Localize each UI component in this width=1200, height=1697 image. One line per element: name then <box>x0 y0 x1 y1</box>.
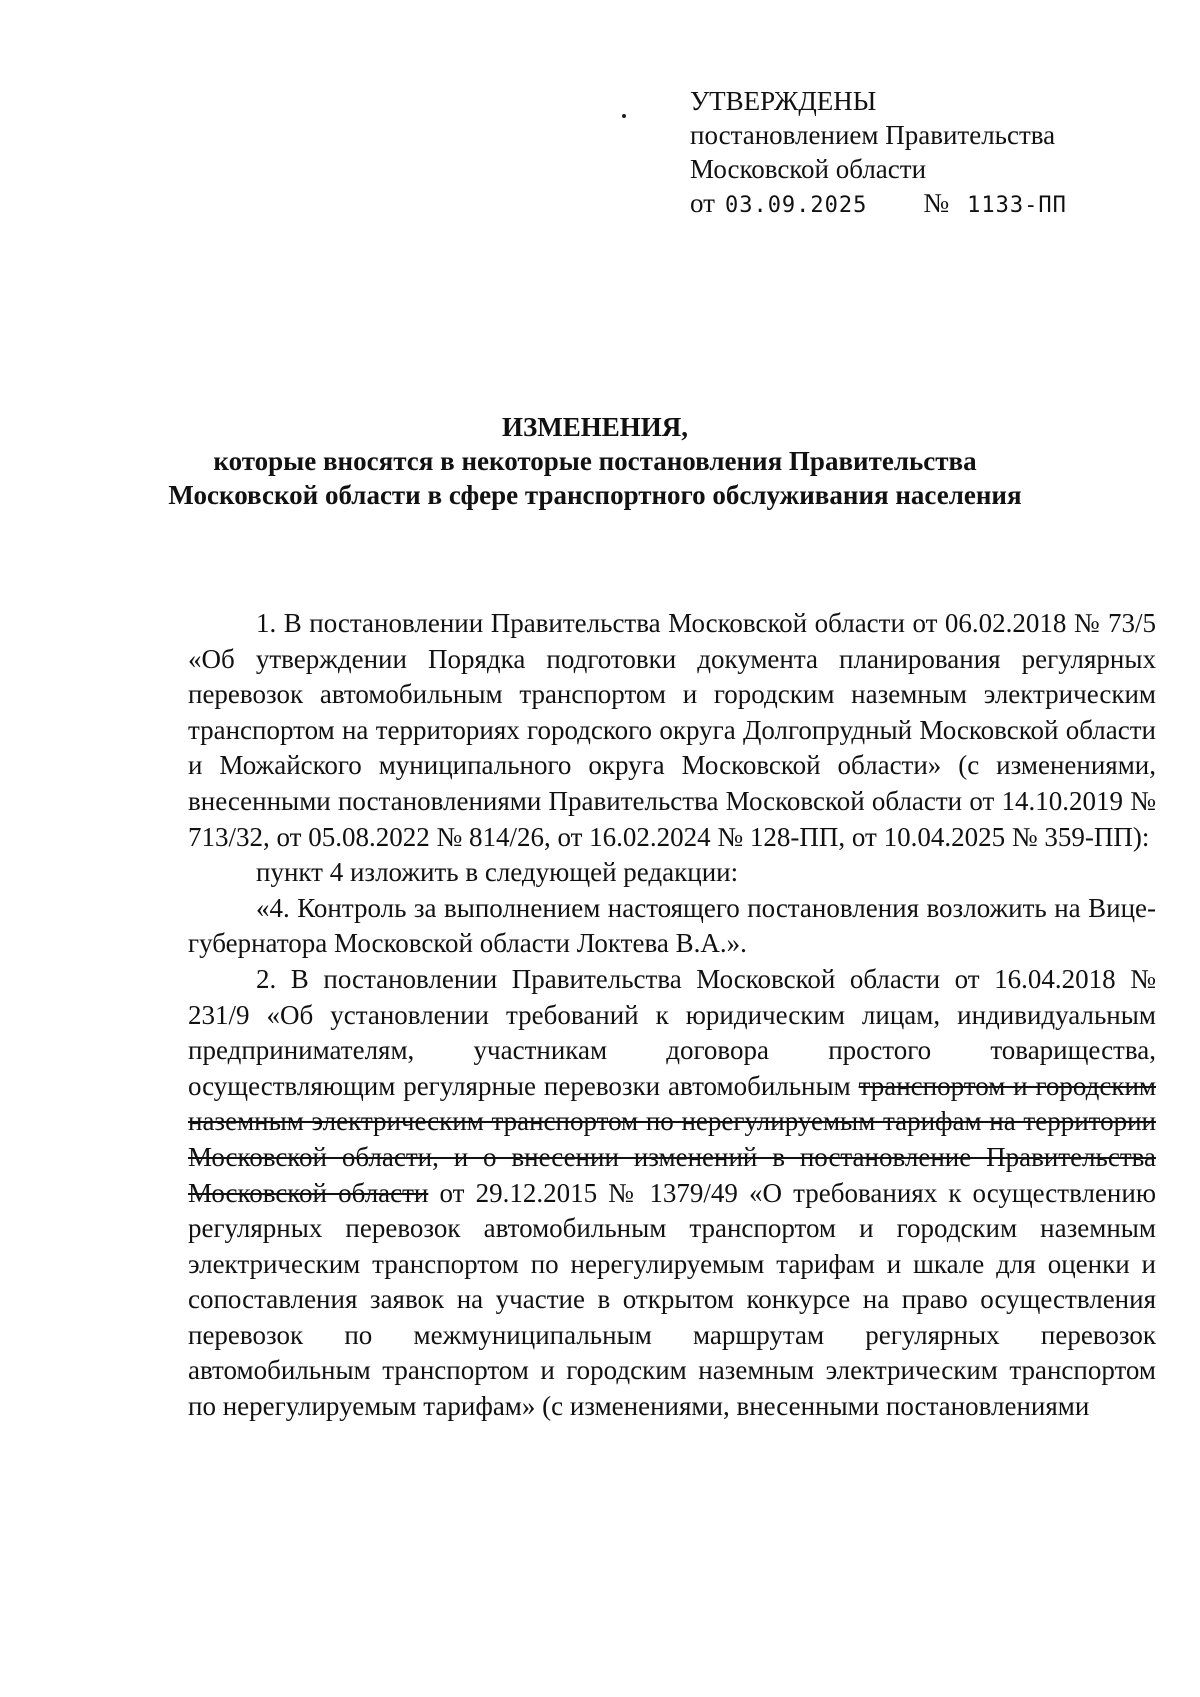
paragraph-4 <box>188 962 1156 1425</box>
paragraph-4-text-b: от 29.12.2015 № 1379/49 «О требованиях к осуществлению регулярных перевозок автомобильным транспортом и городским наземным электрическим транспортом по нерегулируемым тарифам и шкале для оценки и сопоставления заявок на участие в открытом конкурсе на право осуществления перевозок по межмуниципальным маршрутам регулярных перевозок автомобильным транспортом и городским наземным электрическим транспортом по нерегулируемым тарифам» (с изменениями, внесенными постановлениями <box>188 1177 1156 1422</box>
approval-stamp-block <box>690 84 1170 223</box>
document-body <box>188 606 1156 1425</box>
approval-heading: УТВЕРЖДЕНЫ <box>690 86 877 116</box>
title-subtitle-line1: которые вносятся в некоторые постановления Правительства <box>213 446 977 476</box>
approval-date-prefix: от <box>690 188 715 218</box>
paragraph-1: 1. В постановлении Правительства Московской области от 06.02.2018 № 73/5 «Об утверждении Порядка подготовки документа планирования регулярных перевозок автомобильным транспортом и городским наземным электрическим транспортом на территориях городского округа Долгопрудный Московской области и Можайского муниципального округа Московской области» (с изменениями, внесенными постановлениями Правительства Московской области от 14.10.2019 № 713/32, от 05.08.2022 № 814/26, от 16.02.2024 № 128-ПП, от 10.04.2025 № 359-ПП): <box>188 608 1156 852</box>
approval-date-line <box>690 186 1170 223</box>
approval-date: 03.09.2025 <box>724 193 868 218</box>
approval-region: Московской области <box>690 154 927 184</box>
title-main: ИЗМЕНЕНИЯ, <box>501 412 688 442</box>
document-title <box>160 410 1030 512</box>
scan-speck <box>622 114 626 118</box>
paragraph-4-struck-text: транспортом и городским наземным электрическим транспортом по нерегулируемым тарифам на территории Московской области, и о внесении изменений в постановление Правительства Московской области <box>188 1070 1156 1208</box>
paragraph-2: пункт 4 изложить в следующей редакции: <box>256 857 739 888</box>
title-subtitle-line2: Московской области в сфере транспортного обслуживания населения <box>168 480 1022 510</box>
approval-number: 1133-ПП <box>967 193 1067 218</box>
approval-number-sign: № <box>923 188 950 218</box>
paragraph-4-text-a: 2. В постановлении Правительства Московской области от 16.04.2018 № 231/9 «Об установлении требований к юридическим лицам, индивидуальным предпринимателям, участникам договора простого товарищества, осуществляющим регулярные перевозки автомобильным <box>188 963 1156 1101</box>
paragraph-3: «4. Контроль за выполнением настоящего постановления возложить на Вице-губернатора Московской области Локтева В.А.». <box>188 892 1156 959</box>
approval-authority: постановлением Правительства <box>690 120 1056 150</box>
